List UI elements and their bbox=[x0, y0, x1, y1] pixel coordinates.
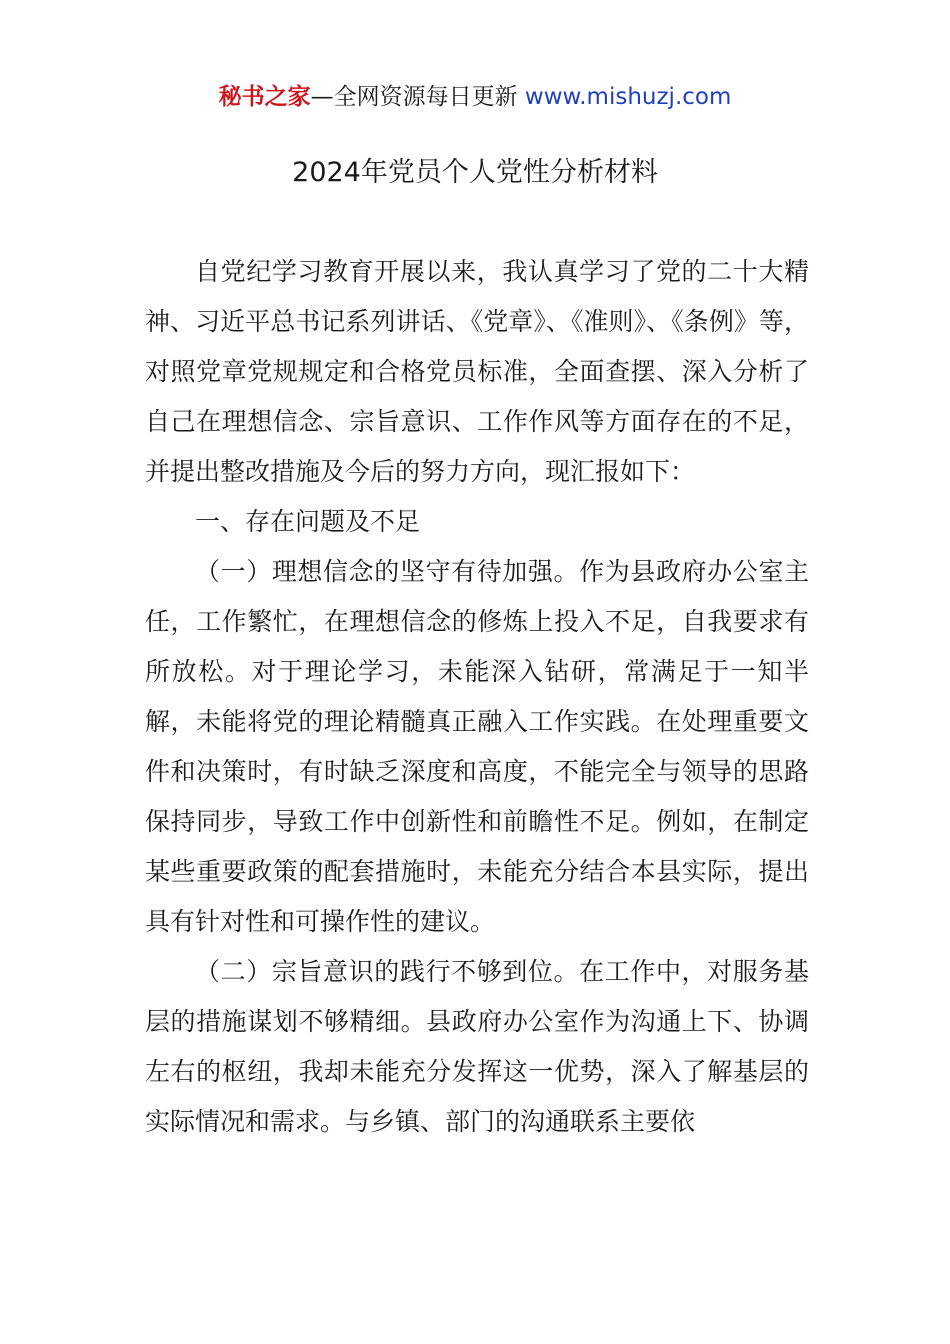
document-title: 2024年党员个人党性分析材料 bbox=[292, 157, 658, 188]
section-heading: 一、存在问题及不足 bbox=[195, 507, 421, 536]
paragraph-item-2: （二）宗旨意识的践行不够到位。在工作中，对服务基层的措施谋划不够精细。县政府办公室作为沟通上下、协调左右的枢纽，我却未能充分发挥这一优势，深入了解基层的实际情况和需求。与乡镇、部门的沟通联系主要依 bbox=[145, 957, 809, 1136]
site-url: www.mishuzj.com bbox=[524, 84, 732, 110]
paragraph-item-1: （一）理想信念的坚守有待加强。作为县政府办公室主任，工作繁忙，在理想信念的修炼上投入不足，自我要求有所放松。对于理论学习，未能深入钻研，常满足于一知半解，未能将党的理论精髓真正融入工作实践。在处理重要文件和决策时，有时缺乏深度和高度，不能完全与领导的思路保持同步，导致工作中创新性和前瞻性不足。例如，在制定某些重要政策的配套措施时，未能充分结合本县实际，提出具有针对性和可操作性的建议。 bbox=[145, 557, 809, 936]
brand-tagline: —全网资源每日更新 bbox=[310, 84, 518, 110]
paragraph-intro: 自党纪学习教育开展以来，我认真学习了党的二十大精神、习近平总书记系列讲话、《党章》、《准则》、《条例》等，对照党章党规规定和合格党员标准，全面查摆、深入分析了自己在理想信念、宗旨意识、工作作风等方面存在的不足，并提出整改措施及今后的努力方向，现汇报如下： bbox=[145, 257, 809, 486]
site-banner bbox=[0, 80, 950, 114]
document-body bbox=[145, 247, 809, 1147]
brand-name: 秘书之家 bbox=[218, 84, 311, 110]
